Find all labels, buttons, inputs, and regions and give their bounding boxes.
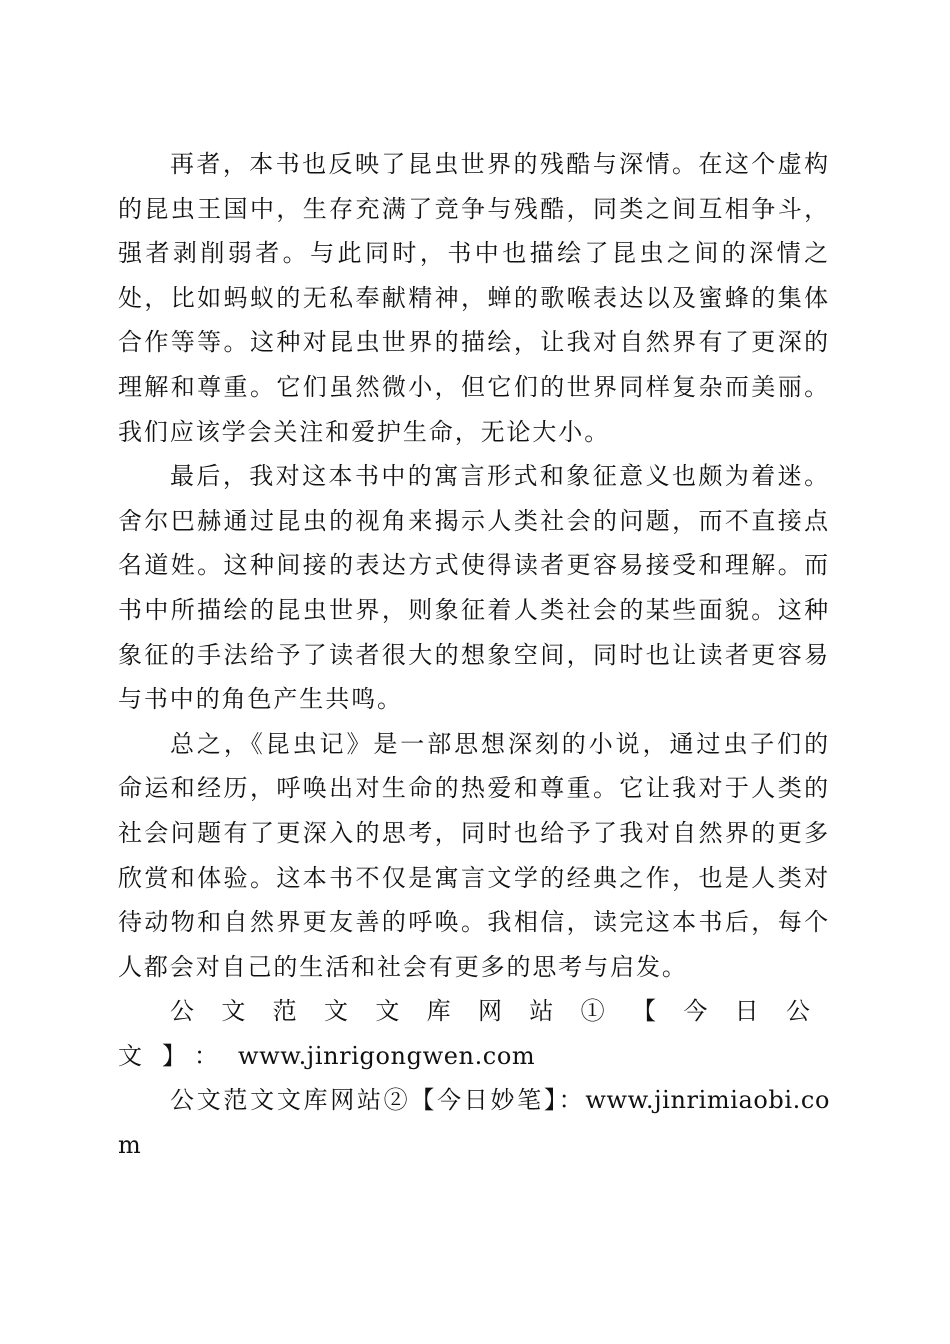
footer-site-2 [118, 1078, 830, 1167]
document-body [118, 142, 830, 1168]
footer-site-2-label: 公文范文文库网站②【今日妙笔】： [170, 1086, 586, 1115]
paragraph-insect-world: 再者，本书也反映了昆虫世界的残酷与深情。在这个虚构的昆虫王国中，生存充满了竞争与残酷，同类之间互相争斗，强者剥削弱者。与此同时，书中也描绘了昆虫之间的深情之处，比如蚂蚁的无私奉献精神，蝉的歌喉表达以及蜜蜂的集体合作等等。这种对昆虫世界的描绘，让我对自然界有了更深的理解和尊重。它们虽然微小，但它们的世界同样复杂而美丽。我们应该学会关注和爱护生命，无论大小。 [118, 150, 830, 446]
footer-site-1-label: 公文范文文库网站①【今日公文】： [118, 997, 830, 1070]
footer-site-1 [118, 989, 830, 1078]
paragraph-conclusion: 总之，《昆虫记》是一部思想深刻的小说，通过虫子们的命运和经历，呼唤出对生命的热爱和尊重。它让我对于人类的社会问题有了更深入的思考，同时也给予了我对自然界的更多欣赏和体验。这本书不仅是寓言文学的经典之作，也是人类对待动物和自然界更友善的呼唤。我相信，读完这本书后，每个人都会对自己的生活和社会有更多的思考与启发。 [118, 729, 830, 981]
footer-site-2-link[interactable]: www.jinrimiaobi.com [118, 1086, 830, 1160]
footer-site-1-link[interactable]: www.jinrigongwen.com [238, 1041, 536, 1070]
paragraph-allegory: 最后，我对这本书中的寓言形式和象征意义也颇为着迷。舍尔巴赫通过昆虫的视角来揭示人类社会的问题，而不直接点名道姓。这种间接的表达方式使得读者更容易接受和理解。而书中所描绘的昆虫世界，则象征着人类社会的某些面貌。这种象征的手法给予了读者很大的想象空间，同时也让读者更容易与书中的角色产生共鸣。 [118, 462, 830, 714]
